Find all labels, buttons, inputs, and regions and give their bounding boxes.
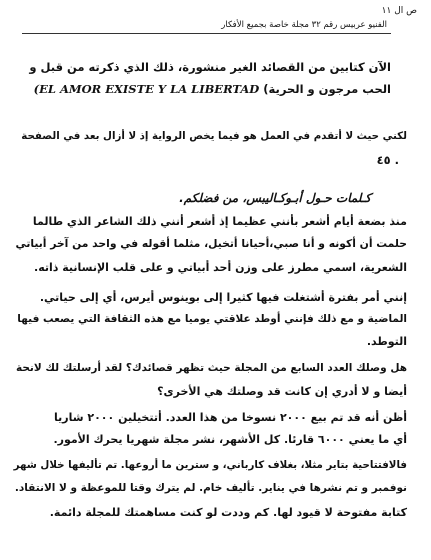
paragraph-line: هل وصلك العدد السابع من المجلة حيث تظهر قصائدك؟ لقد أرسلتك لك لانحة bbox=[15, 362, 407, 374]
paragraph-line: نوفمبر و تم نشرها في يناير. تأليف خام. لم يترك وقتا للموعظة و لا الانتقاد. bbox=[14, 482, 407, 494]
title-line-2-english: (EL AMOR EXISTE Y LA LIBERTAD bbox=[33, 82, 260, 96]
title-line-1: الآن كتابين من القصائد الغير منشورة، ذلك الذي ذكرته من قبل و bbox=[29, 60, 391, 74]
paragraph-line: كتابة مفتوحة لا قيود لها. كم وددت لو كنت مساهمتك للمجلة دائمة. bbox=[49, 506, 407, 519]
paragraph-line: الشعرية، اسمي مطرز على وزن أحد أبياتي و على قلب الإنسانية ذاته. bbox=[34, 261, 407, 274]
header-rule bbox=[22, 33, 391, 34]
section-heading: كـلمات حـول أبـوكـاليبس، من فضلكم. bbox=[179, 191, 371, 205]
paragraph-line: منذ بضعة أيام أشعر بأنني عظيما إذ أشعر أنني ذلك الشاعر الذي طالما bbox=[32, 215, 407, 228]
paragraph-line: فالافتتاحية بتاير مثلا، بغلاف كارباني، و سترين ما أروعها. تم تأليفها خلال شهر bbox=[13, 459, 407, 471]
intro-line-1: لكني حيث لا أتقدم في العمل هو فيما يخص الرواية إذ لا أزال بعد في الصفحة bbox=[21, 130, 407, 142]
intro-page-ref: ٤٥ . bbox=[376, 153, 399, 167]
paragraph-line: إنني أمر بفترة أشتغلت فيها كثيرا إلى بوينوس أيرس، أي إلى حياتي. bbox=[39, 291, 407, 304]
paragraph-line: أيضا و لا أدري إن كانت قد وصلتك هي الأخرى؟ bbox=[157, 385, 407, 398]
title-line-2-arabic: الحب مرجون و الحرية) bbox=[263, 82, 391, 96]
page-number: ص ال ١١ bbox=[381, 6, 417, 16]
paragraph-line: التوطد. bbox=[366, 335, 407, 348]
paragraph-line: أظن أنه قد تم بيع ٢٠٠٠ نسوخا من هذا العدد. أتتخيلين ٢٠٠٠ شاريا bbox=[54, 411, 407, 424]
paragraph-line: حلمت أن أكونه و أنا صبي،أحيانا أتخيل، مثلما أقوله في واحد من آخر أبياتي bbox=[15, 237, 407, 250]
title-line-2 bbox=[34, 84, 391, 96]
paragraph-line: الماضية و مع ذلك فإنني أوطد علاقتي يوميا مع هذه الثقافة التي يصعب فيها bbox=[17, 313, 407, 325]
paragraph-line: أي ما يعني ٦٠٠٠ قارئا. كل الأشهر، نشر مجلة شهريا يحرك الأمور. bbox=[53, 433, 407, 446]
running-header: الفنيو عربيس رقم ٣٢ مجلة خاصة بجميع الأفكار bbox=[221, 20, 387, 30]
